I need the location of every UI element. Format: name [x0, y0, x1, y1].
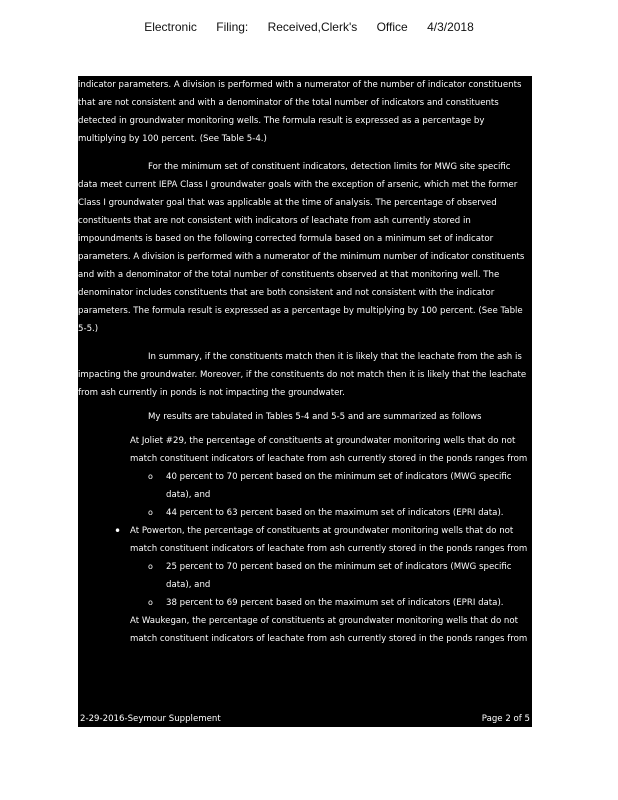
sub-list-item: o 44 percent to 63 percent based on the maximum set of indicators (EPRI data).: [78, 504, 532, 522]
page-number: Page 2 of 5: [481, 714, 530, 724]
list-item: • At Powerton, the percentage of constituents at groundwater monitoring wells that do not match constituent indicators of leachate from ash currently stored in the ponds ranges from: [78, 522, 532, 558]
paragraph: For the minimum set of constituent indicators, detection limits for MWG site specific data meet current IEPA Class I groundwater goals with the exception of arsenic, which met the former Class I groundwater goal that was applicable at the time of analysis. The percentage of observed constituents that are not consistent with indicators of leachate from ash currently stored in impoundments is based on the following corrected formula based on a minimum set of indicator parameters. A division is performed with a numerator of the minimum number of indicator constituents and with a denominator of the total number of constituents observed at that monitoring well. The denominator includes constituents that are both consistent and not consistent with the indicator parameters. The formula result is expressed as a percentage by multiplying by 100 percent. (See Table 5-5.): [78, 162, 525, 334]
footer-title: 2-29-2016-Seymour Supplement: [80, 714, 221, 724]
summary-list: [78, 432, 532, 648]
header-word: Office: [376, 20, 408, 34]
filing-header: [0, 20, 618, 34]
page-footer: [78, 711, 532, 727]
sub-list-item: o 25 percent to 70 percent based on the minimum set of indicators (MWG specific data), and: [78, 558, 532, 594]
paragraph: indicator parameters. A division is performed with a numerator of the number of indicator constituents that are not consistent and with a denominator of the total number of indicators and constituents detected in groundwater monitoring wells. The formula result is expressed as a percentage by multiplying by 100 percent. (See Table 5-4.): [78, 80, 522, 144]
sub-list-item: o 40 percent to 70 percent based on the minimum set of indicators (MWG specific data), and: [78, 468, 532, 504]
header-word: Received,Clerk's: [267, 20, 358, 34]
list-item: At Joliet #29, the percentage of constituents at groundwater monitoring wells that do not match constituent indicators of leachate from ash currently stored in the ponds ranges from: [130, 436, 528, 464]
header-word: 4/3/2018: [427, 20, 474, 34]
paragraph: In summary, if the constituents match then it is likely that the leachate from the ash is impacting the groundwater. Moreover, if the constituents do not match then it is likely that the leachate from ash currently in ponds is not impacting the groundwater.: [78, 352, 527, 398]
paragraph: My results are tabulated in Tables 5-4 and 5-5 and are summarized as follows: [148, 412, 482, 422]
header-word: Filing:: [216, 20, 249, 34]
document-page: [78, 76, 532, 727]
list-item: At Waukegan, the percentage of constituents at groundwater monitoring wells that do not match constituent indicators of leachate from ash currently stored in the ponds ranges from: [130, 616, 528, 644]
sub-list-item: o 38 percent to 69 percent based on the maximum set of indicators (EPRI data).: [78, 594, 532, 612]
header-word: Electronic: [144, 20, 197, 34]
